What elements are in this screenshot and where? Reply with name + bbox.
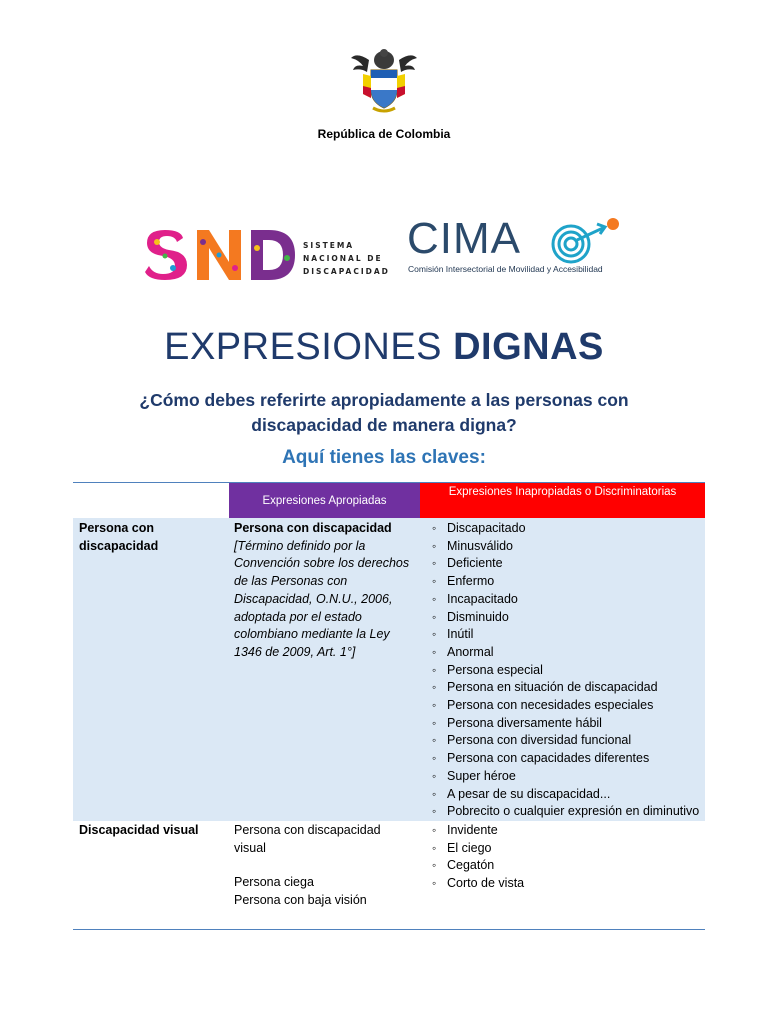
appropriate-main: Persona con discapacidad [234, 521, 392, 535]
inappropriate-cell [431, 822, 703, 893]
cima-logo [405, 212, 630, 284]
appropriate-item: Persona con discapacidad visual [234, 823, 381, 855]
snd-line-3: DISCAPACIDAD [303, 267, 390, 276]
colombia-coat-of-arms-logo [349, 46, 419, 118]
snd-line-1: SISTEMA [303, 241, 355, 250]
appropriate-note: [Término definido por la Convención sobre los derechos de las Personas con Discapacidad, O.N.U., 2006, adoptada por el estado colombiano mediante la Ley 1346 de 2009, Art. 1°] [234, 538, 410, 659]
list-item: ◦ Inútil [431, 626, 703, 644]
list-item: ◦ El ciego [431, 840, 703, 858]
row-term: Discapacidad visual [79, 823, 199, 837]
list-item: ◦ Incapacitado [431, 591, 703, 609]
list-item: ◦ Super héroe [431, 768, 703, 786]
list-item: ◦ Discapacitado [431, 520, 703, 538]
snd-name [303, 239, 390, 278]
table-row [73, 821, 705, 929]
table-row [73, 518, 705, 821]
title-part-1: EXPRESIONES [164, 326, 443, 368]
list-item: ◦ Invidente [431, 822, 703, 840]
header-appropriate: Expresiones Apropiadas [229, 483, 420, 518]
row-term: Persona con discapacidad [79, 521, 159, 553]
list-item: ◦ Deficiente [431, 555, 703, 573]
list-item: ◦ Persona especial [431, 662, 703, 680]
spiral-arrow-icon [541, 216, 623, 266]
keys-heading: Aquí tienes las claves: [282, 447, 486, 468]
country-name: República de Colombia [317, 127, 451, 141]
list-item: ◦ Persona con necesidades especiales [431, 697, 703, 715]
header-inappropriate: Expresiones Inapropiadas o Discriminatorias [420, 483, 705, 518]
table-bottom-rule [73, 929, 705, 930]
list-item: ◦ Disminuido [431, 609, 703, 627]
list-item: ◦ Persona diversamente hábil [431, 715, 703, 733]
appropriate-cell [234, 520, 414, 662]
list-item: ◦ Anormal [431, 644, 703, 662]
appropriate-cell [234, 822, 404, 910]
appropriate-item: Persona ciega [234, 875, 314, 890]
list-item: ◦ Persona con capacidades diferentes [431, 750, 703, 768]
list-item: ◦ Enfermo [431, 573, 703, 591]
inappropriate-cell [431, 520, 703, 821]
snd-line-2: NACIONAL DE [303, 254, 383, 263]
appropriate-item: Persona con baja visión [234, 893, 367, 908]
list-item: ◦ Cegatón [431, 857, 703, 875]
list-item: ◦ Persona en situación de discapacidad [431, 679, 703, 697]
list-item: ◦ Pobrecito o cualquier expresión en diminutivo [431, 803, 703, 821]
page-title [0, 326, 768, 369]
list-item: ◦ A pesar de su discapacidad... [431, 786, 703, 804]
list-item: ◦ Corto de vista [431, 875, 703, 893]
snd-letters-icon [143, 228, 298, 282]
title-part-2: DIGNAS [453, 326, 604, 368]
list-item: ◦ Persona con diversidad funcional [431, 732, 703, 750]
question-heading: ¿Cómo debes referirte apropiadamente a las personas con discapacidad de manera digna? [139, 390, 629, 435]
cima-subtitle: Comisión Intersectorial de Movilidad y Accesibilidad [408, 264, 603, 274]
snd-logo [143, 228, 388, 282]
list-item: ◦ Minusválido [431, 538, 703, 556]
cima-word: CIMA [407, 214, 521, 263]
